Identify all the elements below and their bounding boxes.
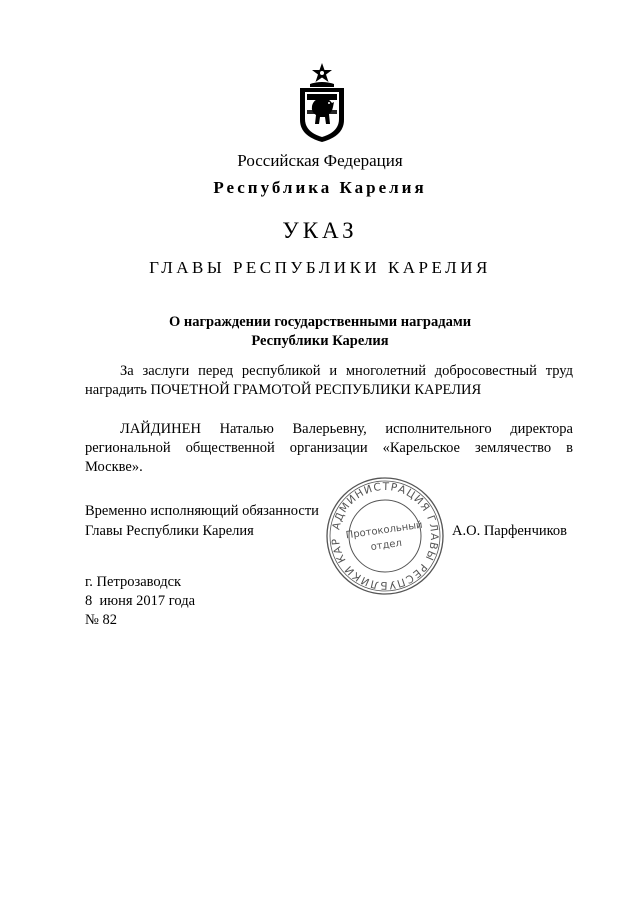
signatory-title-line-2: Главы Республики Карелия xyxy=(85,523,254,539)
stamp-outer-text: АДМИНИСТРАЦИЯ ГЛАВЫ РЕСПУБЛИКИ КАР xyxy=(329,480,441,592)
republic-title: Республика Карелия xyxy=(213,178,427,197)
body-paragraph-1: За заслуги перед республикой и многолетний добросовестный труд наградить ПОЧЕТНОЙ ГРАМОТОЙ РЕСПУБЛИКИ КАРЕЛИЯ xyxy=(85,363,573,398)
stamp-inner-line-2: отдел xyxy=(370,537,403,554)
subject-line-1: О награждении государственными наградами xyxy=(168,314,472,330)
issue-place: г. Петрозаводск xyxy=(85,574,182,590)
official-stamp xyxy=(322,473,448,604)
document-number: № 82 xyxy=(85,612,117,628)
karelia-coat-of-arms-icon xyxy=(296,62,348,149)
stamp-inner-line-1: Протокольный xyxy=(345,519,424,542)
subject-line-2: Республики Карелия xyxy=(251,333,389,349)
body-paragraph-2: ЛАЙДИНЕН Наталью Валерьевну, исполнительного директора региональной общественной организации «Карельское землячество в Москве». xyxy=(85,421,573,475)
issuer-title: ГЛАВЫ РЕСПУБЛИКИ КАРЕЛИЯ xyxy=(149,258,491,277)
signatory-title-line-1: Временно исполняющий обязанности xyxy=(85,503,319,519)
issue-date: 8 июня 2017 года xyxy=(85,593,196,609)
signatory-name: А.О. Парфенчиков xyxy=(452,523,568,539)
document-type: УКАЗ xyxy=(282,218,358,243)
country-title: Российская Федерация xyxy=(237,151,403,170)
